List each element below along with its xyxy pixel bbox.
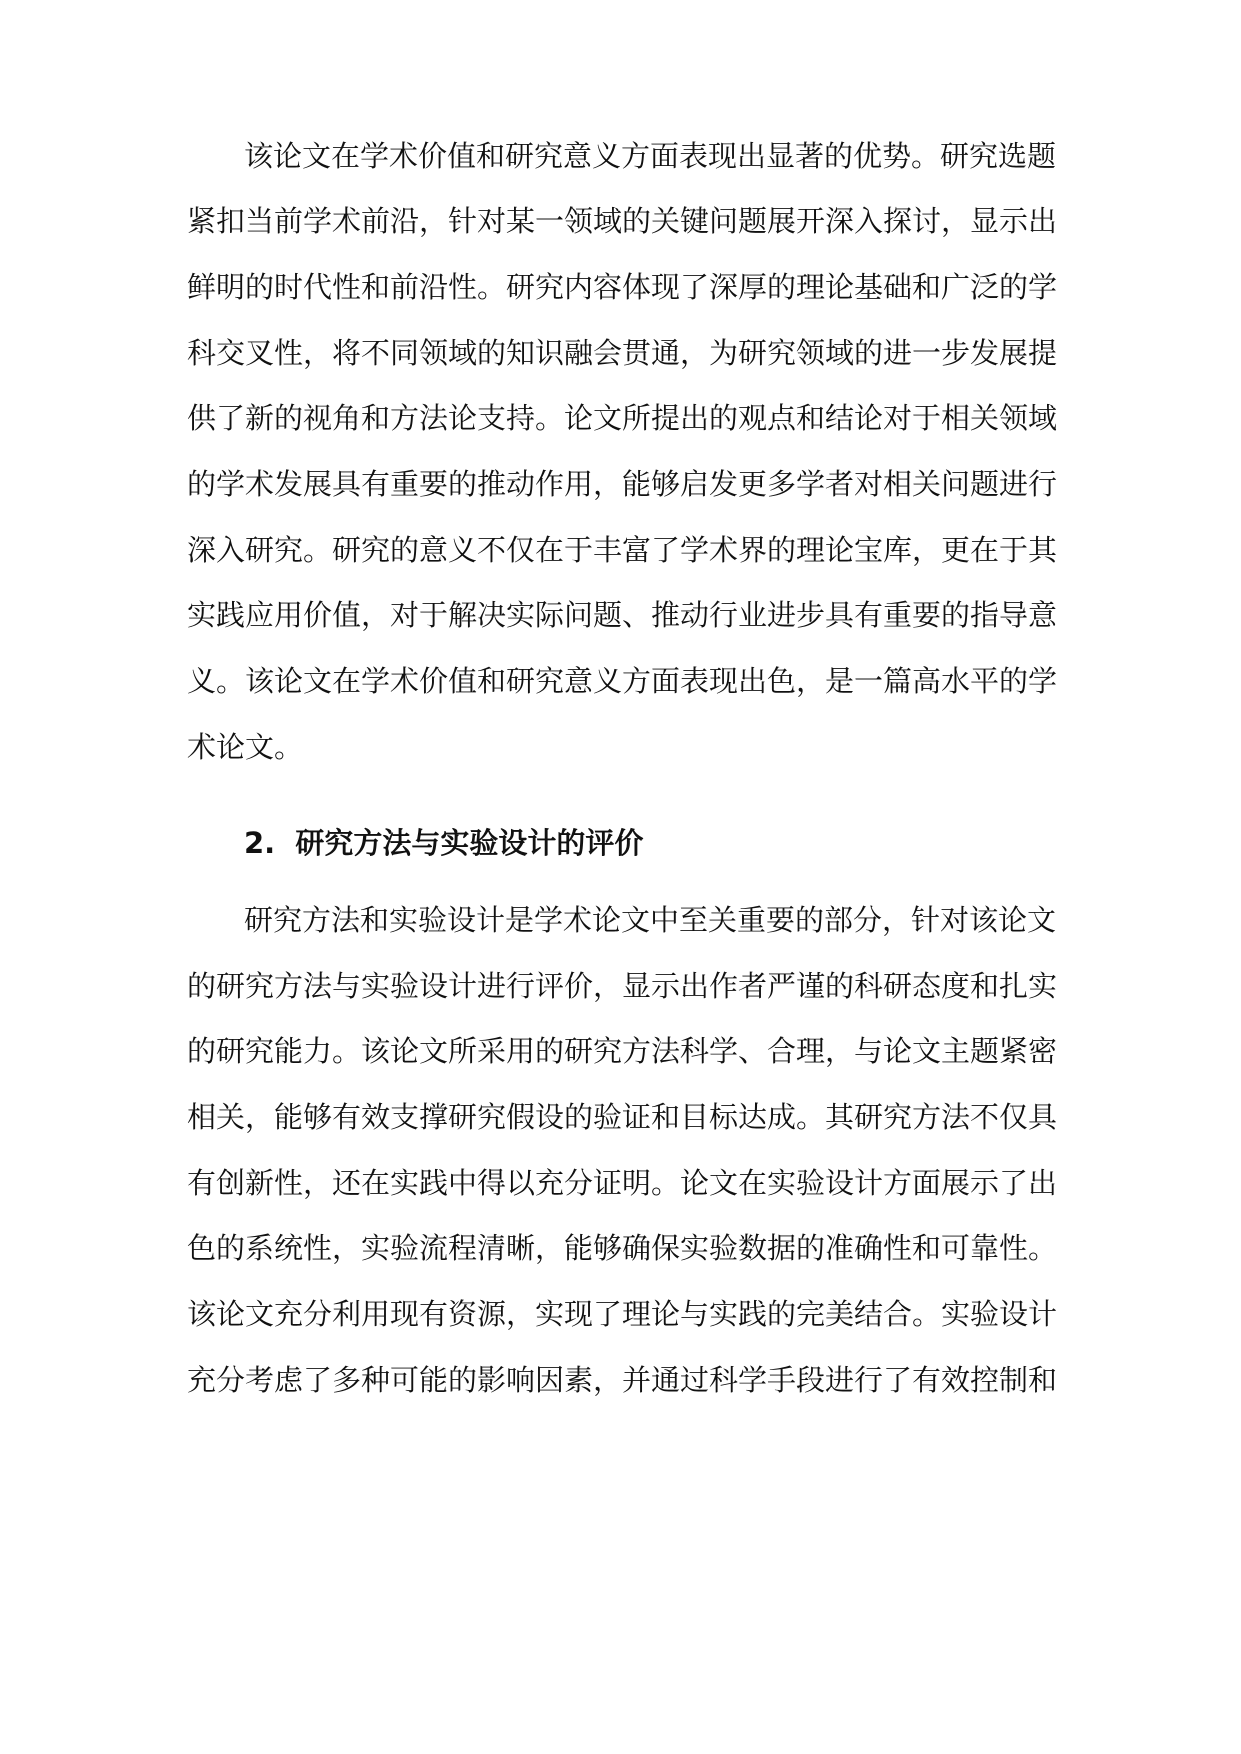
text-line: 深入研究。研究的意义不仅在于丰富了学术界的理论宝库，更在于其 [187, 533, 1058, 567]
text-line: 紧扣当前学术前沿，针对某一领域的关键问题展开深入探讨，显示出 [187, 204, 1058, 238]
text-line: 充分考虑了多种可能的影响因素，并通过科学手段进行了有效控制和 [187, 1363, 1058, 1397]
text-line: 术论文。 [187, 730, 304, 764]
text-line: 鲜明的时代性和前沿性。研究内容体现了深厚的理论基础和广泛的学 [187, 270, 1058, 304]
text-line: 实践应用价值，对于解决实际问题、推动行业进步具有重要的指导意 [187, 598, 1058, 632]
text-line: 供了新的视角和方法论支持。论文所提出的观点和结论对于相关领域 [187, 401, 1058, 435]
text-line: 义。该论文在学术价值和研究意义方面表现出色，是一篇高水平的学 [187, 664, 1058, 698]
text-line: 科交叉性，将不同领域的知识融会贯通，为研究领域的进一步发展提 [187, 336, 1058, 370]
text-line: 该论文在学术价值和研究意义方面表现出显著的优势。研究选题 [244, 139, 1057, 173]
text-line: 研究方法和实验设计是学术论文中至关重要的部分，针对该论文 [244, 903, 1057, 937]
text-line: 有创新性，还在实践中得以充分证明。论文在实验设计方面展示了出 [187, 1166, 1058, 1200]
text-line: 色的系统性，实验流程清晰，能够确保实验数据的准确性和可靠性。 [187, 1231, 1058, 1265]
text-line: 的研究方法与实验设计进行评价，显示出作者严谨的科研态度和扎实 [187, 969, 1058, 1003]
text-line: 该论文充分利用现有资源，实现了理论与实践的完美结合。实验设计 [187, 1297, 1058, 1331]
text-line: 的研究能力。该论文所采用的研究方法科学、合理，与论文主题紧密 [187, 1034, 1058, 1068]
text-line: 的学术发展具有重要的推动作用，能够启发更多学者对相关问题进行 [187, 467, 1058, 501]
text-line: 相关，能够有效支撑研究假设的验证和目标达成。其研究方法不仅具 [187, 1100, 1058, 1134]
section-heading: 2. 研究方法与实验设计的评价 [244, 826, 644, 860]
